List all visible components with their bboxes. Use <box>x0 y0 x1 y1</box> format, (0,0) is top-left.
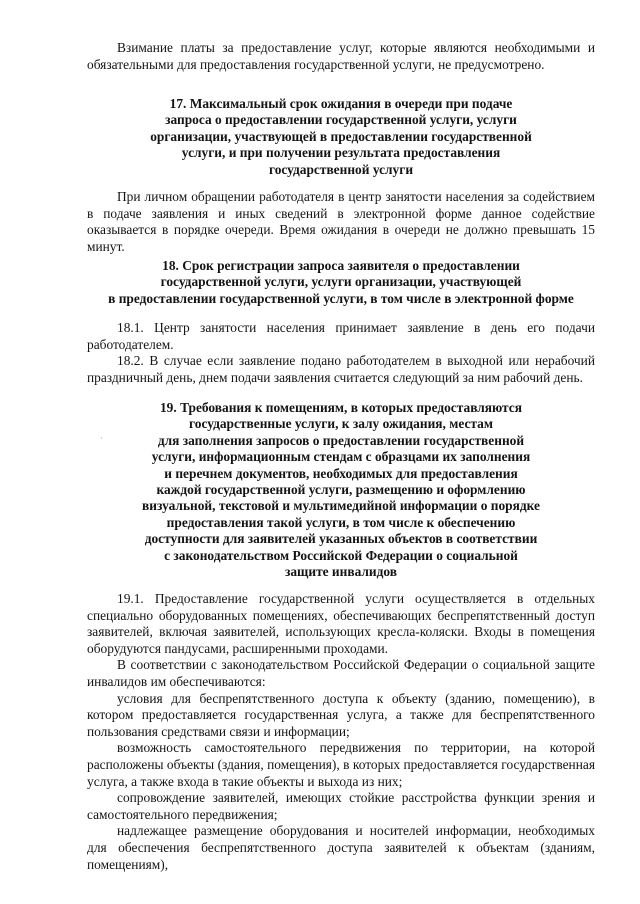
list-item: условия для беспрепятственного доступа к объекту (зданию, помещению), в котором предоставляется государственная услуга, а также для беспрепятственного пользования средствами связи и информации; <box>87 690 595 739</box>
heading-line: и перечнем документов, необходимых для предоставления <box>164 465 518 481</box>
heading-line: визуальной, текстовой и мультимедийной информации о порядке <box>142 498 540 514</box>
heading-line: услуги, и при получении результата предоставления <box>181 145 501 161</box>
heading-line: запроса о предоставлении государственной услуги, услуги <box>165 112 517 128</box>
heading-line: государственной услуги <box>268 161 414 177</box>
section-19 <box>87 400 595 580</box>
heading-line: каждой государственной услуги, размещению и оформлению <box>156 482 526 498</box>
heading-line: в предоставлении государственной услуги, в том числе в электронной форме <box>108 290 574 306</box>
heading-line: с законодательством Российской Федерации о социальной <box>164 547 518 563</box>
list-item: надлежащее размещение оборудования и носителей информации, необходимых для обеспечения беспрепятственного доступа заявителей к объектам (зданиям, помещениям), <box>87 823 595 872</box>
section-18-paragraph-1: 18.1. Центр занятости населения принимает заявление в день его подачи работодателем. <box>87 320 595 352</box>
section-18-body <box>87 320 595 386</box>
section-18-heading <box>87 258 595 307</box>
intro-block <box>87 40 595 73</box>
heading-line: защите инвалидов <box>284 564 398 580</box>
intro-paragraph: Взимание платы за предоставление услуг, которые являются необходимыми и обязательными для предоставления государственной услуги, не предусмотрено. <box>87 40 595 72</box>
heading-line: доступности для заявителей указанных объектов в соответствии <box>144 531 538 547</box>
section-17-body <box>87 189 595 255</box>
list-item: возможность самостоятельного передвижения по территории, на которой расположены объекты (здания, помещения), в которых предоставляется государственная услуга, а также входа в такие объекты и выхода из них; <box>87 740 595 789</box>
section-18-paragraph-2: 18.2. В случае если заявление подано работодателем в выходной или нерабочий праздничный день, днем подачи заявления считается следующий за ним рабочий день. <box>87 353 595 385</box>
section-19-body <box>87 591 595 873</box>
section-19-heading <box>87 400 595 580</box>
section-17-heading <box>87 96 595 178</box>
heading-line: организации, участвующей в предоставлении государственной <box>150 128 532 144</box>
heading-line: государственной услуги, услуги организации, участвующей <box>160 274 522 290</box>
heading-line: 19. Требования к помещениям, в которых предоставляются <box>159 400 522 415</box>
section-17 <box>87 96 595 178</box>
heading-line: для заполнения запросов о предоставлении государственной <box>157 432 525 448</box>
heading-line: 17. Максимальный срок ожидания в очереди при подаче <box>169 96 513 111</box>
heading-line: предоставления такой услуги, в том числе к обеспечению <box>166 514 516 530</box>
heading-line: 18. Срок регистрации запроса заявителя о предоставлении <box>162 258 520 273</box>
heading-line: услуги, информационным стендам с образцами их заполнения <box>151 449 531 465</box>
heading-line: государственные услуги, к залу ожидания, местам <box>189 416 493 432</box>
section-19-paragraph-2: В соответствии с законодательством Российской Федерации о социальной защите инвалидов им обеспечиваются: <box>87 657 595 689</box>
scan-speck: · <box>100 434 103 443</box>
section-18 <box>87 258 595 307</box>
section-19-paragraph-1: 19.1. Предоставление государственной услуги осуществляется в отдельных специально оборудованных помещениях, обеспечивающих беспрепятственный доступ заявителей, включая заявителей, использующих кресла-коляски. Входы в помещения оборудуются пандусами, расширенными проходами. <box>87 591 595 656</box>
section-17-paragraph: При личном обращении работодателя в центр занятости населения за содействием в подаче заявления и иных сведений в электронной форме данное содействие оказывается в порядке очереди. Время ожидания в очереди не должно превышать 15 минут. <box>87 189 595 254</box>
list-item: сопровождение заявителей, имеющих стойкие расстройства функции зрения и самостоятельного передвижения; <box>87 790 595 822</box>
